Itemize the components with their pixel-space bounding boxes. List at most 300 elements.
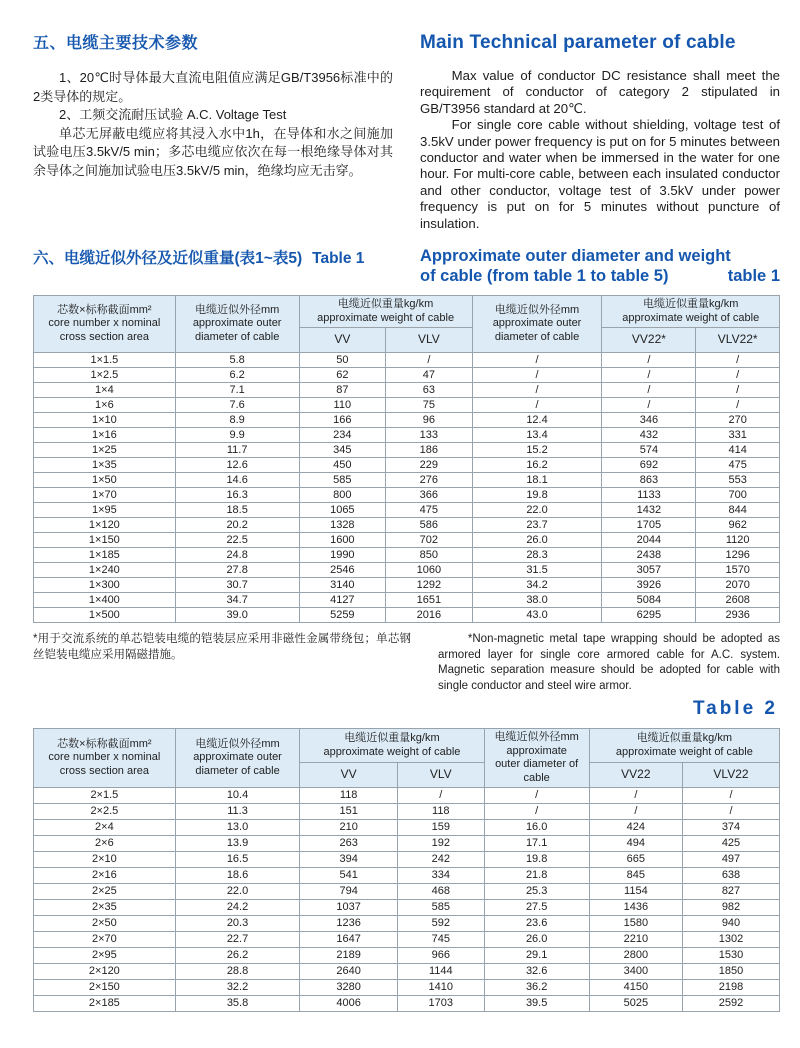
- table-row: [34, 900, 780, 916]
- table-cell: 20.3: [175, 916, 300, 932]
- table-cell: 96: [386, 413, 473, 428]
- table-cell: /: [602, 383, 696, 398]
- table-cell: 1×1.5: [34, 353, 176, 368]
- table-cell: 1×35: [34, 458, 176, 473]
- table-cell: 27.8: [175, 563, 299, 578]
- table-cell: 1133: [602, 488, 696, 503]
- table-cell: 1580: [589, 916, 682, 932]
- table-cell: 3280: [300, 980, 398, 996]
- table-cell: 1705: [602, 518, 696, 533]
- table-cell: 18.1: [472, 473, 602, 488]
- table-row: [34, 804, 780, 820]
- table-cell: 702: [386, 533, 473, 548]
- table-2: [33, 728, 780, 1012]
- table-row: [34, 578, 780, 593]
- table-cell: 12.6: [175, 458, 299, 473]
- table-cell: 15.2: [472, 443, 602, 458]
- table-cell: 19.8: [472, 488, 602, 503]
- section2-heading-row: [33, 246, 780, 286]
- table-cell: 47: [386, 368, 473, 383]
- header-weight-group-1: 电缆近似重量kg/km approximate weight of cable: [300, 729, 484, 763]
- table-cell: 494: [589, 836, 682, 852]
- table-cell: 24.2: [175, 900, 300, 916]
- table-cell: 1×240: [34, 563, 176, 578]
- table-row: [34, 458, 780, 473]
- table-row: [34, 368, 780, 383]
- table-row: [34, 443, 780, 458]
- table-cell: 18.6: [175, 868, 300, 884]
- table-row: [34, 980, 780, 996]
- table-cell: 30.7: [175, 578, 299, 593]
- table-row: [34, 916, 780, 932]
- table-cell: 3057: [602, 563, 696, 578]
- table-cell: 2×25: [34, 884, 176, 900]
- table-cell: 334: [398, 868, 485, 884]
- table-row: [34, 932, 780, 948]
- table-cell: 1296: [696, 548, 780, 563]
- table-cell: 432: [602, 428, 696, 443]
- table-cell: 13.0: [175, 820, 300, 836]
- table-cell: 586: [386, 518, 473, 533]
- table-cell: 75: [386, 398, 473, 413]
- table-cell: 1328: [299, 518, 386, 533]
- table-cell: 16.5: [175, 852, 300, 868]
- table-cell: 1154: [589, 884, 682, 900]
- table-cell: 11.3: [175, 804, 300, 820]
- table-cell: 394: [300, 852, 398, 868]
- table-cell: 331: [696, 428, 780, 443]
- header-cable-type: VLV22: [682, 763, 779, 788]
- table-cell: 414: [696, 443, 780, 458]
- table-cell: /: [472, 368, 602, 383]
- table1-wrapper: [33, 295, 780, 623]
- table-cell: 159: [398, 820, 485, 836]
- table-cell: 475: [696, 458, 780, 473]
- cn-table-heading: [33, 246, 393, 268]
- table-cell: 2×1.5: [34, 788, 176, 804]
- table-cell: 1703: [398, 996, 485, 1012]
- table-cell: 118: [398, 804, 485, 820]
- table-cell: 468: [398, 884, 485, 900]
- table-cell: 2×35: [34, 900, 176, 916]
- table-cell: /: [602, 353, 696, 368]
- table-row: [34, 413, 780, 428]
- table-cell: 1×6: [34, 398, 176, 413]
- table-cell: 2×10: [34, 852, 176, 868]
- table-cell: 1850: [682, 964, 779, 980]
- table-cell: 2×185: [34, 996, 176, 1012]
- header-cable-type: VV22: [589, 763, 682, 788]
- table-cell: 1302: [682, 932, 779, 948]
- table-cell: 43.0: [472, 608, 602, 623]
- table-cell: 345: [299, 443, 386, 458]
- table-row: [34, 608, 780, 623]
- header-core-section: 芯数×标称截面mm² core number x nominal cross section area: [34, 296, 176, 353]
- en-paragraph-2: For single core cable without shielding, voltage test of 3.5kV under power frequency is put on for 5 minutes between conductor and water when be immersed in the water for one hour. For multi-core cable, between each insulated conductor and other conductor, voltage test of 3.5kV under power frequency is put on for 5 minutes without puncture of insulation.: [420, 117, 780, 231]
- table-cell: 16.0: [484, 820, 589, 836]
- table-cell: /: [696, 398, 780, 413]
- table-cell: 863: [602, 473, 696, 488]
- table-cell: 234: [299, 428, 386, 443]
- header-outer-diameter-2: 电缆近似外径mm approximate outer diameter of cable: [472, 296, 602, 353]
- table-cell: 7.6: [175, 398, 299, 413]
- table-cell: 229: [386, 458, 473, 473]
- table-cell: 5.8: [175, 353, 299, 368]
- table-row: [34, 593, 780, 608]
- table-cell: 982: [682, 900, 779, 916]
- table-cell: 263: [300, 836, 398, 852]
- table-cell: 31.5: [472, 563, 602, 578]
- table-cell: 16.2: [472, 458, 602, 473]
- table-cell: /: [602, 398, 696, 413]
- table-cell: 845: [589, 868, 682, 884]
- table-cell: 1120: [696, 533, 780, 548]
- table-row: [34, 884, 780, 900]
- table-cell: 192: [398, 836, 485, 852]
- table-cell: 1×50: [34, 473, 176, 488]
- table-cell: 800: [299, 488, 386, 503]
- table-row: [34, 383, 780, 398]
- table-cell: 1×300: [34, 578, 176, 593]
- table-cell: 1037: [300, 900, 398, 916]
- table-cell: /: [696, 353, 780, 368]
- table-row: [34, 548, 780, 563]
- table-cell: 26.0: [472, 533, 602, 548]
- header-outer-diameter-2: 电缆近似外径mm approximate outer diameter of cable: [484, 729, 589, 788]
- table-cell: 13.9: [175, 836, 300, 852]
- cn-section-heading: 五、电缆主要技术参数: [33, 35, 199, 52]
- intro-section: [33, 30, 780, 232]
- table-cell: /: [472, 398, 602, 413]
- table-cell: 827: [682, 884, 779, 900]
- table-cell: 242: [398, 852, 485, 868]
- en-table-heading-line1: Approximate outer diameter and weight: [420, 247, 731, 266]
- table-cell: 87: [299, 383, 386, 398]
- table-cell: 5084: [602, 593, 696, 608]
- table-cell: 22.0: [472, 503, 602, 518]
- table-cell: 14.6: [175, 473, 299, 488]
- table-cell: /: [472, 353, 602, 368]
- table-cell: 2×50: [34, 916, 176, 932]
- header-cable-type: VV: [299, 328, 386, 353]
- header-core-section: 芯数×标称截面mm² core number x nominal cross section area: [34, 729, 176, 788]
- table-cell: 118: [300, 788, 398, 804]
- table-cell: 39.0: [175, 608, 299, 623]
- table-cell: 1530: [682, 948, 779, 964]
- table-cell: 35.8: [175, 996, 300, 1012]
- table-cell: 36.2: [484, 980, 589, 996]
- table-cell: 585: [398, 900, 485, 916]
- table-row: [34, 820, 780, 836]
- table-cell: 24.8: [175, 548, 299, 563]
- header-weight-group-2: 电缆近似重量kg/km approximate weight of cable: [589, 729, 779, 763]
- table-cell: 665: [589, 852, 682, 868]
- table-cell: 2189: [300, 948, 398, 964]
- table-cell: 2592: [682, 996, 779, 1012]
- en-table-heading-line2: [420, 266, 780, 286]
- table-cell: 12.4: [472, 413, 602, 428]
- table-cell: 32.6: [484, 964, 589, 980]
- table-cell: 2608: [696, 593, 780, 608]
- table-cell: 8.9: [175, 413, 299, 428]
- table-row: [34, 428, 780, 443]
- table-cell: 1432: [602, 503, 696, 518]
- header-outer-diameter-1: 电缆近似外径mm approximate outer diameter of cable: [175, 729, 300, 788]
- table-cell: 2×4: [34, 820, 176, 836]
- table-cell: 541: [300, 868, 398, 884]
- intro-english-column: [420, 30, 780, 232]
- header-cable-type: VLV22*: [696, 328, 780, 353]
- table-cell: 26.0: [484, 932, 589, 948]
- table-cell: 940: [682, 916, 779, 932]
- table-row: [34, 533, 780, 548]
- table-cell: 9.9: [175, 428, 299, 443]
- table-cell: 424: [589, 820, 682, 836]
- table-cell: 844: [696, 503, 780, 518]
- table-row: [34, 488, 780, 503]
- table-row: [34, 518, 780, 533]
- table-cell: 23.7: [472, 518, 602, 533]
- table-cell: 151: [300, 804, 398, 820]
- table-cell: 2438: [602, 548, 696, 563]
- table-cell: 2×6: [34, 836, 176, 852]
- table-cell: 38.0: [472, 593, 602, 608]
- en-table-heading: [420, 246, 780, 286]
- table-cell: /: [589, 788, 682, 804]
- table-row: [34, 353, 780, 368]
- header-weight-group-1: 电缆近似重量kg/km approximate weight of cable: [299, 296, 472, 328]
- table-cell: 62: [299, 368, 386, 383]
- table-cell: /: [682, 804, 779, 820]
- table-cell: 346: [602, 413, 696, 428]
- table-cell: 63: [386, 383, 473, 398]
- table-cell: 18.5: [175, 503, 299, 518]
- table-row: [34, 852, 780, 868]
- table-cell: 2×95: [34, 948, 176, 964]
- table-cell: 29.1: [484, 948, 589, 964]
- table-1: [33, 295, 780, 623]
- table-cell: 6295: [602, 608, 696, 623]
- table-cell: 22.0: [175, 884, 300, 900]
- table-cell: 850: [386, 548, 473, 563]
- table-cell: 32.2: [175, 980, 300, 996]
- table-cell: 2210: [589, 932, 682, 948]
- table-cell: 110: [299, 398, 386, 413]
- table-cell: 425: [682, 836, 779, 852]
- table-cell: /: [398, 788, 485, 804]
- table-cell: 1×185: [34, 548, 176, 563]
- table-cell: 3140: [299, 578, 386, 593]
- table-cell: /: [682, 788, 779, 804]
- table-row: [34, 563, 780, 578]
- table2-label: Table 2: [692, 698, 778, 720]
- table-cell: 2936: [696, 608, 780, 623]
- table-cell: 1×2.5: [34, 368, 176, 383]
- table-cell: 34.2: [472, 578, 602, 593]
- table-row: [34, 473, 780, 488]
- intro-chinese-column: [33, 30, 393, 180]
- table-cell: 4006: [300, 996, 398, 1012]
- table-cell: 1990: [299, 548, 386, 563]
- table-cell: 5025: [589, 996, 682, 1012]
- table-cell: 27.5: [484, 900, 589, 916]
- table-cell: 794: [300, 884, 398, 900]
- table-cell: 966: [398, 948, 485, 964]
- table-cell: 1436: [589, 900, 682, 916]
- table-cell: 166: [299, 413, 386, 428]
- table-cell: 1×4: [34, 383, 176, 398]
- table-cell: 2800: [589, 948, 682, 964]
- table-cell: 2×70: [34, 932, 176, 948]
- table-cell: 1144: [398, 964, 485, 980]
- table-cell: 25.3: [484, 884, 589, 900]
- table-cell: 16.3: [175, 488, 299, 503]
- section2-english-column: [420, 246, 780, 286]
- table-row: [34, 398, 780, 413]
- table-cell: 19.8: [484, 852, 589, 868]
- table-cell: 13.4: [472, 428, 602, 443]
- table-cell: 1×150: [34, 533, 176, 548]
- table-cell: 553: [696, 473, 780, 488]
- cn-paragraph-3: 单芯无屏蔽电缆应将其浸入水中1h，在导体和水之间施加试验电压3.5kV/5 min；多芯电缆应依次在每一根绝缘导体对其余导体之间施加试验电压3.5kV/5 min，绝缘均应无击穿。: [33, 125, 393, 178]
- table-cell: 4150: [589, 980, 682, 996]
- header-outer-diameter-1: 电缆近似外径mm approximate outer diameter of cable: [175, 296, 299, 353]
- table-cell: 2×150: [34, 980, 176, 996]
- table-cell: 186: [386, 443, 473, 458]
- table-cell: 1651: [386, 593, 473, 608]
- table-cell: 23.6: [484, 916, 589, 932]
- table-cell: 497: [682, 852, 779, 868]
- table1-label-cn-side: Table 1: [312, 250, 365, 268]
- table-cell: 745: [398, 932, 485, 948]
- table1-label-en-side: table 1: [727, 267, 780, 286]
- header-cable-type: VLV: [386, 328, 473, 353]
- header-weight-group-2: 电缆近似重量kg/km approximate weight of cable: [602, 296, 780, 328]
- table-cell: 1×95: [34, 503, 176, 518]
- table-cell: 1×400: [34, 593, 176, 608]
- header-cable-type: VLV: [398, 763, 485, 788]
- table-cell: 574: [602, 443, 696, 458]
- table-row: [34, 964, 780, 980]
- table-cell: 2×16: [34, 868, 176, 884]
- en-table-heading-line2-text: of cable (from table 1 to table 5): [420, 267, 669, 286]
- table-cell: /: [484, 804, 589, 820]
- table-cell: 700: [696, 488, 780, 503]
- table-cell: 5259: [299, 608, 386, 623]
- table-row: [34, 868, 780, 884]
- table-cell: 1×10: [34, 413, 176, 428]
- table-cell: 7.1: [175, 383, 299, 398]
- table-cell: /: [589, 804, 682, 820]
- table-row: [34, 836, 780, 852]
- table-cell: 2016: [386, 608, 473, 623]
- table-cell: 2044: [602, 533, 696, 548]
- table-cell: 210: [300, 820, 398, 836]
- table-cell: 475: [386, 503, 473, 518]
- table-row: [34, 788, 780, 804]
- table-cell: 374: [682, 820, 779, 836]
- table-cell: 17.1: [484, 836, 589, 852]
- table-cell: 1236: [300, 916, 398, 932]
- table-cell: 26.2: [175, 948, 300, 964]
- table-cell: 1410: [398, 980, 485, 996]
- table-cell: 3926: [602, 578, 696, 593]
- table-cell: 10.4: [175, 788, 300, 804]
- table-cell: 4127: [299, 593, 386, 608]
- table-cell: 270: [696, 413, 780, 428]
- table-cell: 2×120: [34, 964, 176, 980]
- table-cell: 1570: [696, 563, 780, 578]
- table-cell: 20.2: [175, 518, 299, 533]
- table-cell: 3400: [589, 964, 682, 980]
- table-cell: 366: [386, 488, 473, 503]
- table-cell: 1×25: [34, 443, 176, 458]
- table-cell: 6.2: [175, 368, 299, 383]
- table-cell: 276: [386, 473, 473, 488]
- table-row: [34, 503, 780, 518]
- table-cell: 1×70: [34, 488, 176, 503]
- footnote-english: *Non-magnetic metal tape wrapping should be adopted as armored layer for single core armored cable for A.C. system. Magnetic separation measure should be adopted for cable with single conductor and steel wire armor.: [438, 633, 780, 692]
- table-cell: 450: [299, 458, 386, 473]
- footnote-row: [33, 632, 780, 694]
- table-cell: 1065: [299, 503, 386, 518]
- table-cell: 34.7: [175, 593, 299, 608]
- cn-paragraph-1: 1、20℃时导体最大直流电阻值应满足GB/T3956标准中的2类导体的规定。: [33, 70, 393, 104]
- table-cell: /: [696, 368, 780, 383]
- en-section-heading: Main Technical parameter of cable: [420, 32, 736, 53]
- table-cell: 11.7: [175, 443, 299, 458]
- en-paragraph-1: Max value of conductor DC resistance shall meet the requirement of conductor of category 2 stipulated in GB/T3956 standard at 20℃.: [420, 68, 780, 116]
- table-cell: 2640: [300, 964, 398, 980]
- table-cell: 28.3: [472, 548, 602, 563]
- header-cable-type: VV22*: [602, 328, 696, 353]
- table-cell: 1600: [299, 533, 386, 548]
- table-cell: 21.8: [484, 868, 589, 884]
- table-cell: 1292: [386, 578, 473, 593]
- table-cell: /: [696, 383, 780, 398]
- table-row: [34, 948, 780, 964]
- table-cell: /: [472, 383, 602, 398]
- table-cell: 1×500: [34, 608, 176, 623]
- table-cell: 133: [386, 428, 473, 443]
- header-cable-type: VV: [300, 763, 398, 788]
- table-cell: 28.8: [175, 964, 300, 980]
- table-cell: 22.5: [175, 533, 299, 548]
- table-cell: 2070: [696, 578, 780, 593]
- table-cell: 2×2.5: [34, 804, 176, 820]
- table-cell: 22.7: [175, 932, 300, 948]
- section2-chinese-column: [33, 246, 393, 268]
- table-cell: /: [484, 788, 589, 804]
- table-cell: 2546: [299, 563, 386, 578]
- table-cell: 39.5: [484, 996, 589, 1012]
- cn-paragraph-2: 2、工频交流耐压试验 A.C. Voltage Test: [59, 107, 287, 122]
- table-cell: 1060: [386, 563, 473, 578]
- table-row: [34, 996, 780, 1012]
- table-cell: 962: [696, 518, 780, 533]
- table-cell: 1×120: [34, 518, 176, 533]
- table-cell: 2198: [682, 980, 779, 996]
- table-cell: 1647: [300, 932, 398, 948]
- table-cell: 50: [299, 353, 386, 368]
- cn-table-heading-text: 六、电缆近似外径及近似重量(表1~表5): [33, 250, 303, 268]
- table-cell: 1×16: [34, 428, 176, 443]
- table-cell: 592: [398, 916, 485, 932]
- table-cell: /: [386, 353, 473, 368]
- table-cell: /: [602, 368, 696, 383]
- footnote-chinese: *用于交流系统的单芯铠装电缆的铠装层应采用非磁性金属带绕包；单芯钢丝铠装电缆应采用隔磁措施。: [33, 633, 411, 661]
- table-cell: 585: [299, 473, 386, 488]
